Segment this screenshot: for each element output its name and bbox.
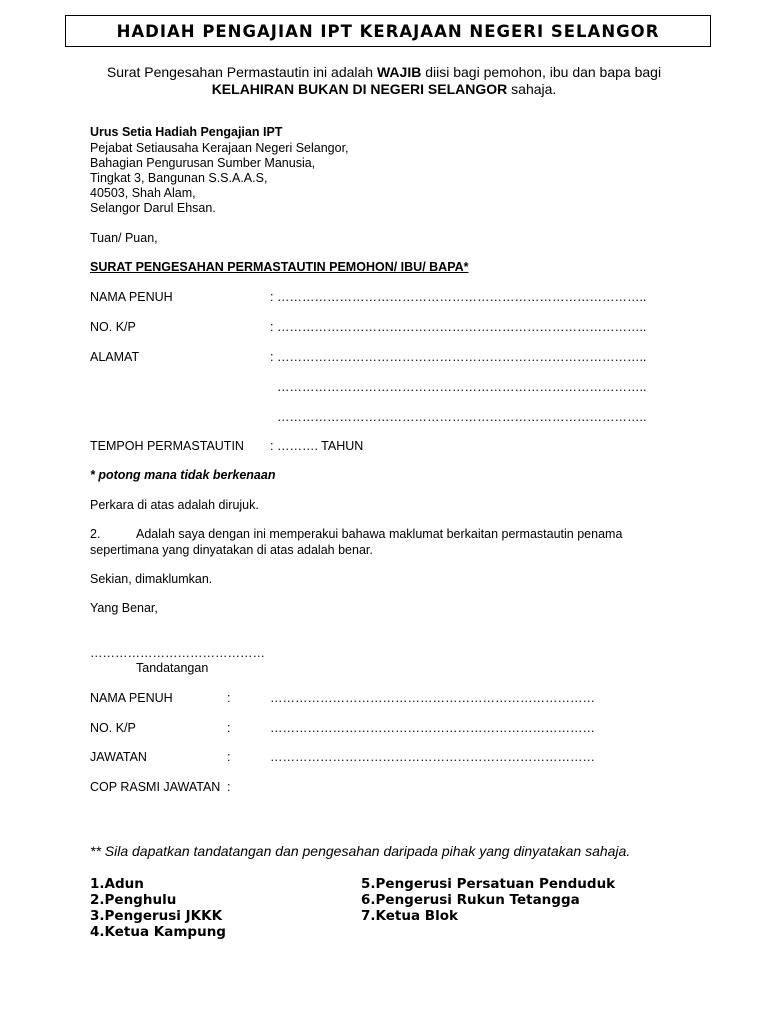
intro-text: sahaja. <box>507 81 557 97</box>
list-item: 5.Pengerusi Persatuan Penduduk <box>361 876 616 892</box>
strike-note: * potong mana tidak berkenaan <box>90 468 276 482</box>
list-item: 4.Ketua Kampung <box>90 924 226 940</box>
nokp-label: NO. K/P <box>90 320 136 334</box>
address-line: Tingkat 3, Bangunan S.S.A.A.S, <box>90 171 268 185</box>
colon: : <box>227 750 231 764</box>
paragraph-1: Perkara di atas adalah dirujuk. <box>90 498 259 512</box>
alamat-field-1[interactable]: : …………………………………………………………………………….. <box>270 350 647 364</box>
address-line: Bahagian Pengurusan Sumber Manusia, <box>90 156 316 170</box>
closing-sekian: Sekian, dimaklumkan. <box>90 572 213 586</box>
paragraph-2-number: 2. <box>90 527 101 541</box>
list-item: 3.Pengerusi JKKK <box>90 908 223 924</box>
form-title-box <box>65 15 711 47</box>
alamat-label: ALAMAT <box>90 350 140 364</box>
certifier-jawatan-label: JAWATAN <box>90 750 147 764</box>
salutation: Tuan/ Puan, <box>90 231 158 245</box>
intro-kelahiran: KELAHIRAN BUKAN DI NEGERI SELANGOR <box>211 81 508 97</box>
certifier-nokp-field[interactable]: …………………………………………………………………… <box>270 721 595 735</box>
paragraph-2-line-2: sepertimana yang dinyatakan di atas adalah benar. <box>90 543 373 557</box>
address-line: 40503, Shah Alam, <box>90 186 196 200</box>
certifier-nama-field[interactable]: …………………………………………………………………… <box>270 691 595 705</box>
paragraph-2-line-1: Adalah saya dengan ini memperakui bahawa maklumat berkaitan permastautin penama <box>136 527 623 541</box>
alamat-field-3[interactable]: …………………………………………………………………………….. <box>277 410 647 424</box>
footnote: ** Sila dapatkan tandatangan dan pengesahan daripada pihak yang dinyatakan sahaja. <box>90 843 631 859</box>
intro-text: diisi bagi pemohon, ibu dan bapa bagi <box>421 64 662 80</box>
colon: : <box>227 691 231 705</box>
certifier-nokp-label: NO. K/P <box>90 721 136 735</box>
tempoh-label: TEMPOH PERMASTAUTIN <box>90 439 244 453</box>
certifier-nama-label: NAMA PENUH <box>90 691 173 705</box>
list-item: 2.Penghulu <box>90 892 177 908</box>
nokp-field[interactable]: : …………………………………………………………………………….. <box>270 320 647 334</box>
certifier-cop-label: COP RASMI JAWATAN <box>90 780 221 794</box>
certifier-jawatan-field[interactable]: …………………………………………………………………… <box>270 750 595 764</box>
intro-text: Surat Pengesahan Permastautin ini adalah <box>106 64 377 80</box>
nama-label: NAMA PENUH <box>90 290 173 304</box>
address-heading: Urus Setia Hadiah Pengajian IPT <box>90 125 283 139</box>
signature-label: Tandatangan <box>136 661 209 675</box>
address-line: Selangor Darul Ehsan. <box>90 201 216 215</box>
signature-line[interactable]: …………………………………… <box>90 646 265 660</box>
subject-heading: SURAT PENGESAHAN PERMASTAUTIN PEMOHON/ IBU/ BAPA* <box>90 260 469 274</box>
intro-wajib: WAJIB <box>376 64 422 80</box>
alamat-field-2[interactable]: …………………………………………………………………………….. <box>277 380 647 394</box>
intro-line-2 <box>0 81 768 97</box>
form-title: HADIAH PENGAJIAN IPT KERAJAAN NEGERI SELANGOR <box>116 21 660 41</box>
tempoh-field[interactable]: : ………. TAHUN <box>270 439 364 453</box>
colon: : <box>227 780 231 794</box>
list-item: 7.Ketua Blok <box>361 908 458 924</box>
list-item: 1.Adun <box>90 876 144 892</box>
nama-field[interactable]: : …………………………………………………………………………….. <box>270 290 647 304</box>
colon: : <box>227 721 231 735</box>
closing-yang-benar: Yang Benar, <box>90 601 158 615</box>
list-item: 6.Pengerusi Rukun Tetangga <box>361 892 580 908</box>
address-line: Pejabat Setiausaha Kerajaan Negeri Selangor, <box>90 141 349 155</box>
intro-line-1 <box>0 64 768 80</box>
